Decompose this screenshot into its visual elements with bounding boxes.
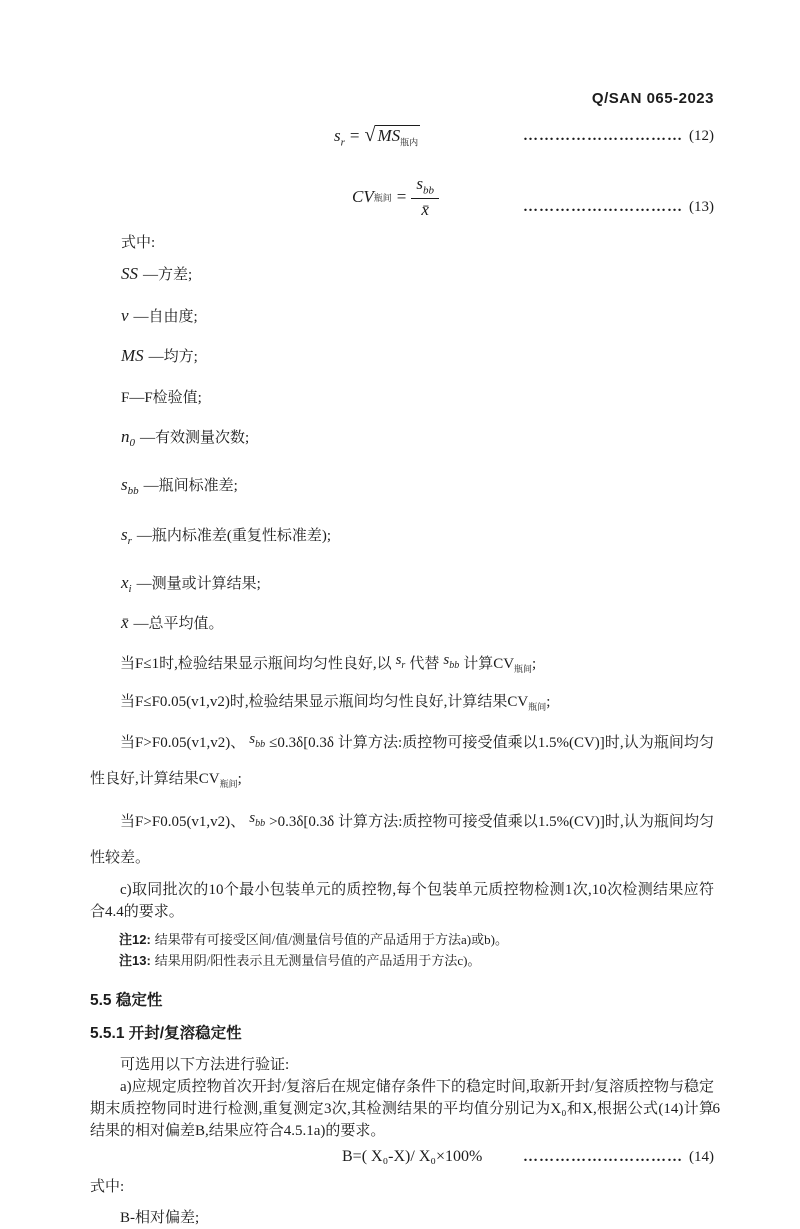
note-label: 注12: xyxy=(119,932,151,947)
inline-math-sbb: $s_{bb}$ xyxy=(249,810,266,829)
text-segment: >0.3δ[0.3δ 计算方法:质控物可接受值乘以1.5%(CV)]时,认为瓶间均匀性较差。 xyxy=(90,814,715,866)
page-number: 6 xyxy=(712,1101,720,1117)
formula-14-number: (14) xyxy=(689,1148,714,1165)
symbol: MS xyxy=(121,346,144,365)
numerator-base: s xyxy=(416,174,423,194)
formula-12-number: (12) xyxy=(689,127,714,144)
inline-math-sr: $s_r$ xyxy=(395,652,406,671)
definition-text: —测量或计算结果; xyxy=(136,576,261,592)
formula-13-lhs-sub: 瓶间 xyxy=(373,192,392,203)
text-segment: ; xyxy=(546,694,551,710)
definition-xbar xyxy=(121,611,714,641)
formula-12-row xyxy=(90,120,714,152)
heading-5-5-1: 5.5.1 开封/复溶稳定性 xyxy=(90,1025,242,1042)
definition-v xyxy=(121,304,714,334)
definition-text: —方差; xyxy=(143,267,193,283)
definition-b: B-相对偏差; xyxy=(120,1210,200,1226)
definition-text: —F检验值; xyxy=(129,390,202,406)
paragraph-f-gt-good xyxy=(90,728,714,799)
leader-dots: ………………………… xyxy=(523,199,683,215)
paragraph-a: a)应规定质控物首次开封/复溶后在规定储存条件下的稳定时间,取新开封/复溶质控物与稳定期末质控物同时进行检测,重复测定3次,其检测结果的平均值分别记为X₀和X,根据公式(14)计算结果的相对偏差B,结果应符合4.5.1a)的要求。 xyxy=(90,1079,714,1139)
symbol: s xyxy=(121,525,128,544)
definition-sbb: $s_{bb}$ —瓶间标准差; xyxy=(121,475,238,497)
formula-13-lhs: CV xyxy=(352,187,374,207)
text-segment: 当F≤F0.05(v1,v2)时,检验结果显示瓶间均匀性良好,计算结果CV xyxy=(120,694,529,710)
symbol: x̄ xyxy=(121,613,129,632)
equals-sign: = xyxy=(349,125,360,145)
note-text: 结果用阴/阳性表示且无测量信号值的产品适用于方法c)。 xyxy=(154,953,481,968)
fraction-denominator: x̄ xyxy=(421,200,429,220)
text-segment: 当F≤1时,检验结果显示瓶间均匀性良好,以 xyxy=(120,656,392,672)
formula-12-lhs: s xyxy=(334,125,341,145)
inline-math-sbb: $s_{bb}$ xyxy=(443,652,460,671)
cv-subscript: 瓶间 xyxy=(219,779,238,789)
paragraph-f-gt-poor xyxy=(90,807,714,873)
paragraph-c: c)取同批次的10个最小包装单元的质控物,每个包装单元质控物检测1次,10次检测结果应符合4.4的要求。 xyxy=(90,882,714,920)
inline-math-sbb: $s_{bb}$ xyxy=(249,731,266,750)
paragraph-f-le-1 xyxy=(90,649,714,685)
definition-ms xyxy=(121,344,714,374)
note-12 xyxy=(119,929,714,950)
definition-text: —总平均值。 xyxy=(133,616,224,632)
definition-text: —自由度; xyxy=(133,309,198,325)
text-segment: 当F>F0.05(v1,v2)、 xyxy=(120,814,246,830)
text-segment: ; xyxy=(237,771,242,787)
definition-n0: $n_0$ —有效测量次数; xyxy=(121,427,250,449)
note-text: 结果带有可接受区间/值/测量信号值的产品适用于方法a)或b)。 xyxy=(154,932,508,947)
formula-14-row xyxy=(90,1144,714,1170)
definition-text: —瓶内标准差(重复性标准差); xyxy=(136,528,332,544)
formula-14-expression: B=( X₀-X)/ X₀×100% xyxy=(342,1148,483,1165)
formula-13-expression xyxy=(352,174,439,220)
leader-dots: ………………………… xyxy=(523,127,683,144)
text-segment: 计算CV xyxy=(463,656,515,672)
definition-sr: $s_r$ —瓶内标准差(重复性标准差); xyxy=(121,525,332,547)
where-label: 式中: xyxy=(121,235,156,251)
definition-text: —均方; xyxy=(148,349,198,365)
heading-5-5: 5.5 稳定性 xyxy=(90,992,163,1009)
note-label: 注13: xyxy=(119,953,151,968)
symbol: v xyxy=(121,306,129,325)
definition-xi: $x_i$ —测量或计算结果; xyxy=(121,573,261,595)
text-segment: ; xyxy=(532,656,537,672)
stability-intro: 可选用以下方法进行验证: xyxy=(120,1057,290,1073)
formula-13-row xyxy=(90,164,714,220)
where-label-2: 式中: xyxy=(90,1179,125,1195)
definition-text: —瓶间标准差; xyxy=(143,478,238,494)
text-segment: 当F>F0.05(v1,v2)、 xyxy=(120,735,246,751)
definition-f xyxy=(121,386,714,415)
definition-text: —有效测量次数; xyxy=(140,430,250,446)
sqrt-icon: √ xyxy=(364,123,376,146)
equals-sign: = xyxy=(396,187,407,207)
symbol: F xyxy=(121,390,130,406)
formula-12-expression xyxy=(334,124,420,148)
formula-12-radicand-base: MS xyxy=(377,125,401,145)
formula-13-number: (13) xyxy=(689,199,714,215)
text-segment: ≤0.3δ[0.3δ 计算方法:质控物可接受值乘以1.5%(CV)]时,认为瓶间均匀性良好,计算结果CV xyxy=(90,735,714,787)
note-13 xyxy=(119,950,714,971)
formula-12-radicand-sub: 瓶内 xyxy=(400,137,419,148)
symbol: SS xyxy=(121,264,138,283)
symbol: s xyxy=(121,475,128,494)
formula-12-lhs-sub: r xyxy=(340,136,345,149)
fraction-numerator xyxy=(411,174,439,199)
leader-dots: ………………………… xyxy=(523,1148,683,1165)
symbol: n xyxy=(121,427,130,446)
paragraph-f-le-f005 xyxy=(90,687,714,722)
cv-subscript: 瓶间 xyxy=(514,664,533,674)
text-segment: 代替 xyxy=(409,656,440,672)
formula-13-fraction xyxy=(411,174,439,220)
cv-subscript: 瓶间 xyxy=(528,702,547,712)
numerator-sub: bb xyxy=(422,184,434,197)
definition-ss xyxy=(121,262,714,292)
doc-number-header: Q/SAN 065-2023 xyxy=(591,90,714,107)
formula-12-radicand xyxy=(375,125,420,148)
symbol: x xyxy=(121,573,129,592)
